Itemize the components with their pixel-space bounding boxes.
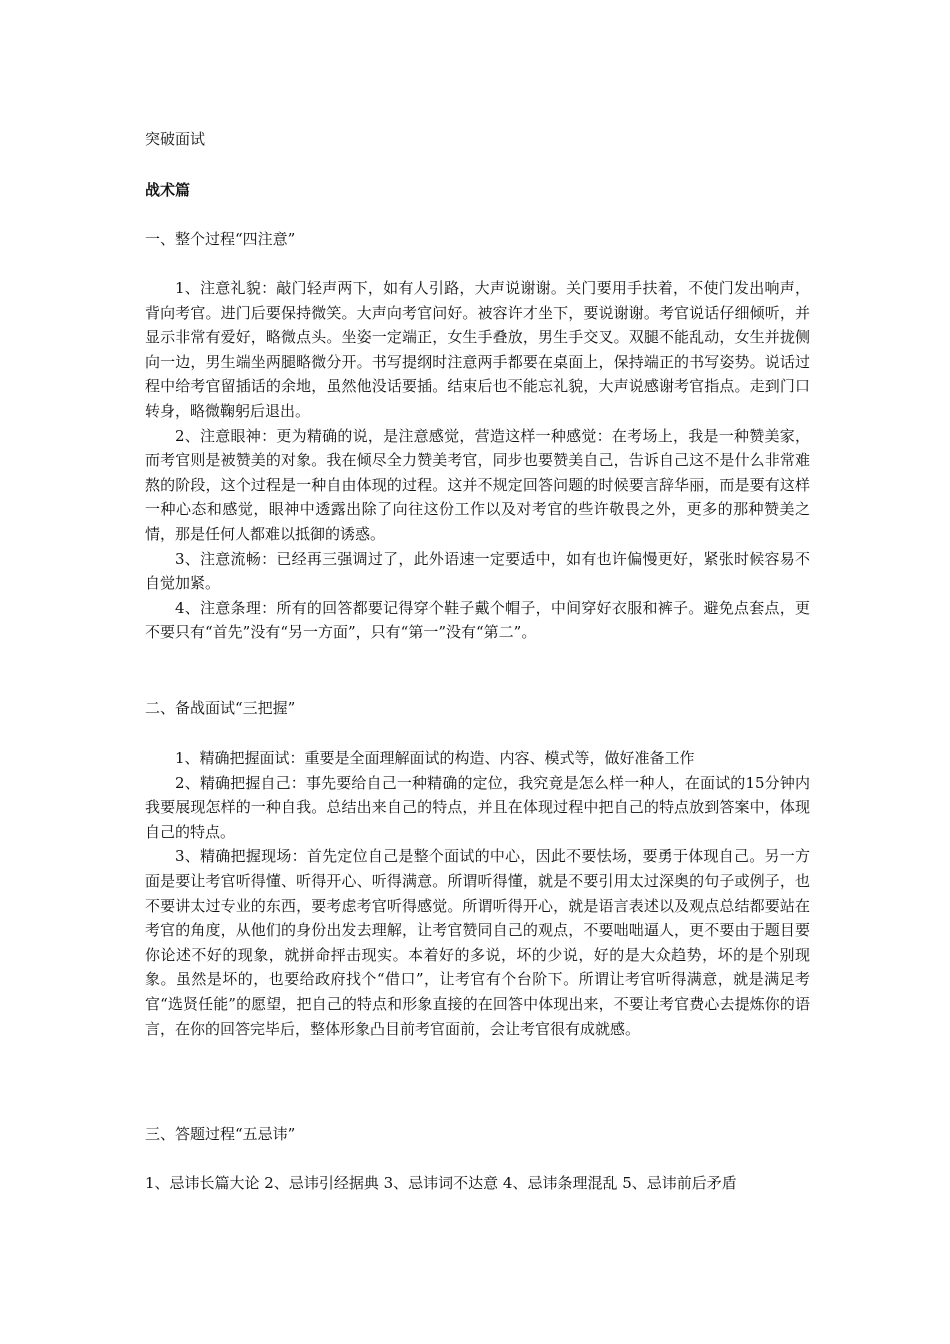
section-heading-1: 一、整个过程“四注意” [145,230,296,248]
section-2-body [145,746,810,1041]
paragraph: 2、注意眼神：更为精确的说，是注意感觉，营造这样一种感觉：在考场上，我是一种赞美家，而考官则是被赞美的对象。我在倾尽全力赞美考官，同步也要赞美自己，告诉自己这不是什么非常难熬的阶段，这个过程是一种自由体现的过程。这并不规定回答问题的时候要言辞华丽，而是要有这样一种心态和感觉，眼神中透露出除了向往这份工作以及对考官的些许敬畏之外，更多的那种赞美之情，那是任何人都难以抵御的诱惑。 [145,426,810,543]
section-heading-3: 三、答题过程“五忌讳” [145,1125,296,1143]
document-subtitle: 战术篇 [145,181,191,199]
paragraph: 3、注意流畅：已经再三强调过了，此外语速一定要适中，如有也许偏慢更好，紧张时候容易不自觉加紧。 [145,549,810,593]
paragraph: 1、注意礼貌：敲门轻声两下，如有人引路，大声说谢谢。关门要用手扶着，不使门发出响声，背向考官。进门后要保持微笑。大声向考官问好。被容许才坐下，要说谢谢。考官说话仔细倾听，并显示非常有爱好，略微点头。坐姿一定端正，女生手叠放，男生手交叉。双腿不能乱动，女生并拢侧向一边，男生端坐两腿略微分开。书写提纲时注意两手都要在桌面上，保持端正的书写姿势。说话过程中给考官留插话的余地，虽然他没话要插。结束后也不能忘礼貌，大声说感谢考官指点。走到门口转身，略微鞠躬后退出。 [145,279,810,420]
section-1-body [145,276,810,645]
section-3-body: 1、忌讳长篇大论 2、忌讳引经据典 3、忌讳词不达意 4、忌讳条理混乱 5、忌讳前后矛盾 [145,1174,737,1192]
document-title: 突破面试 [145,130,206,148]
paragraph: 4、注意条理：所有的回答都要记得穿个鞋子戴个帽子，中间穿好衣服和裤子。避免点套点，更不要只有“首先”没有“另一方面”，只有“第一”没有“第二”。 [145,598,810,642]
paragraph: 2、精确把握自己：事先要给自己一种精确的定位，我究竟是怎么样一种人，在面试的15分钟内我要展现怎样的一种自我。总结出来自己的特点，并且在体现过程中把自己的特点放到答案中，体现自己的特点。 [145,773,810,841]
paragraph: 1、精确把握面试：重要是全面理解面试的构造、内容、模式等，做好准备工作 [175,749,695,767]
section-heading-2: 二、备战面试“三把握” [145,699,296,717]
paragraph: 3、精确把握现场：首先定位自己是整个面试的中心，因此不要怯场，要勇于体现自己。另一方面是要让考官听得懂、听得开心、听得满意。所谓听得懂，就是不要引用太过深奥的句子或例子，也不要讲太过专业的东西，要考虑考官听得感觉。所谓听得开心，就是语言表述以及观点总结都要站在考官的角度，从他们的身份出发去理解，让考官赞同自己的观点，不要咄咄逼人，更不要由于题目要你论述不好的现象，就拼命抨击现实。本着好的多说，坏的少说，好的是大众趋势，坏的是个别现象。虽然是坏的，也要给政府找个“借口”，让考官有个台阶下。所谓让考官听得满意，就是满足考官“选贤任能”的愿望，把自己的特点和形象直接的在回答中体现出来，不要让考官费心去提炼你的语言，在你的回答完毕后，整体形象凸目前考官面前，会让考官很有成就感。 [145,847,810,1038]
